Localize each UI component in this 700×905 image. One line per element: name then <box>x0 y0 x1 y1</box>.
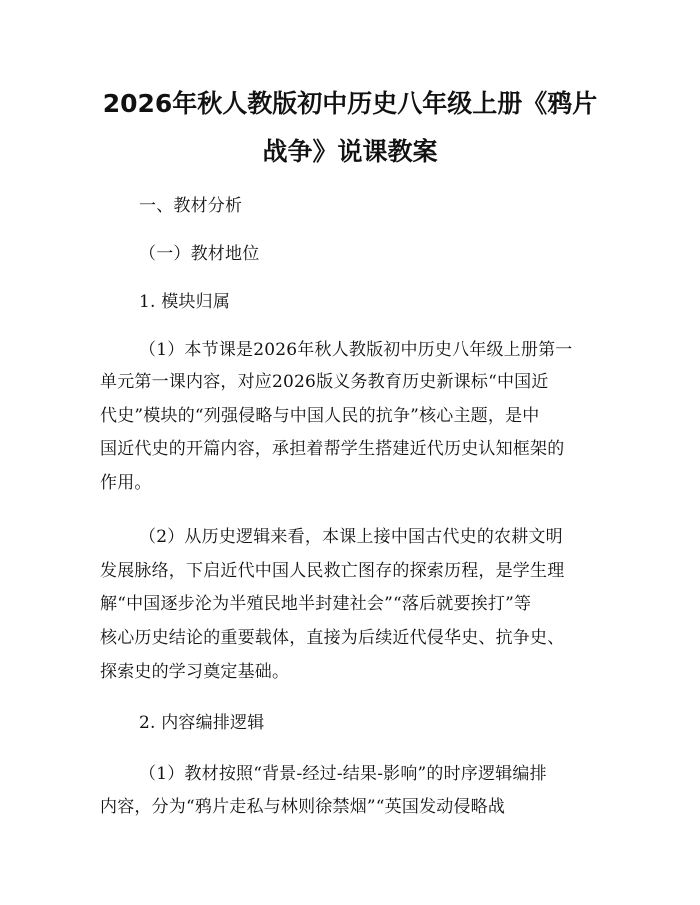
point-heading-module: 1. 模块归属 <box>139 292 231 312</box>
paragraph-line: （1）本节课是2026年秋人教版初中历史八年级上册第一 <box>139 340 573 360</box>
document-title-line-1: 2026年秋人教版初中历史八年级上册《鸦片 <box>102 89 598 118</box>
paragraph-line: （1）教材按照“背景-经过-结果-影响”的时序逻辑编排 <box>139 764 547 784</box>
paragraph-line: 解“中国逐步沦为半殖民地半封建社会”“落后就要挨打”等 <box>100 594 532 614</box>
paragraph-line: 国近代史的开篇内容，承担着帮学生搭建近代历史认知框架的 <box>100 439 565 459</box>
paragraph-line: 核心历史结论的重要载体，直接为后续近代侵华史、抗争史、 <box>100 628 565 648</box>
paragraph-line: 发展脉络，下启近代中国人民救亡图存的探索历程，是学生理 <box>100 561 565 581</box>
section-heading-textbook-analysis: 一、教材分析 <box>139 196 243 216</box>
paragraph-line: 内容，分为“鸦片走私与林则徐禁烟”“英国发动侵略战 <box>100 797 506 817</box>
paragraph-line: （2）从历史逻辑来看，本课上接中国古代史的农耕文明 <box>139 527 563 547</box>
paragraph-line: 单元第一课内容，对应2026版义务教育历史新课标“中国近 <box>100 372 549 392</box>
paragraph-line: 代史”模块的“列强侵略与中国人民的抗争”核心主题，是中 <box>100 406 540 426</box>
subsection-heading-textbook-position: （一）教材地位 <box>139 244 260 264</box>
point-heading-content-layout: 2. 内容编排逻辑 <box>139 713 265 733</box>
paragraph-line: 作用。 <box>100 473 152 493</box>
paragraph-line: 探索史的学习奠定基础。 <box>100 662 290 682</box>
document-title-line-2: 战争》说课教案 <box>262 137 438 166</box>
